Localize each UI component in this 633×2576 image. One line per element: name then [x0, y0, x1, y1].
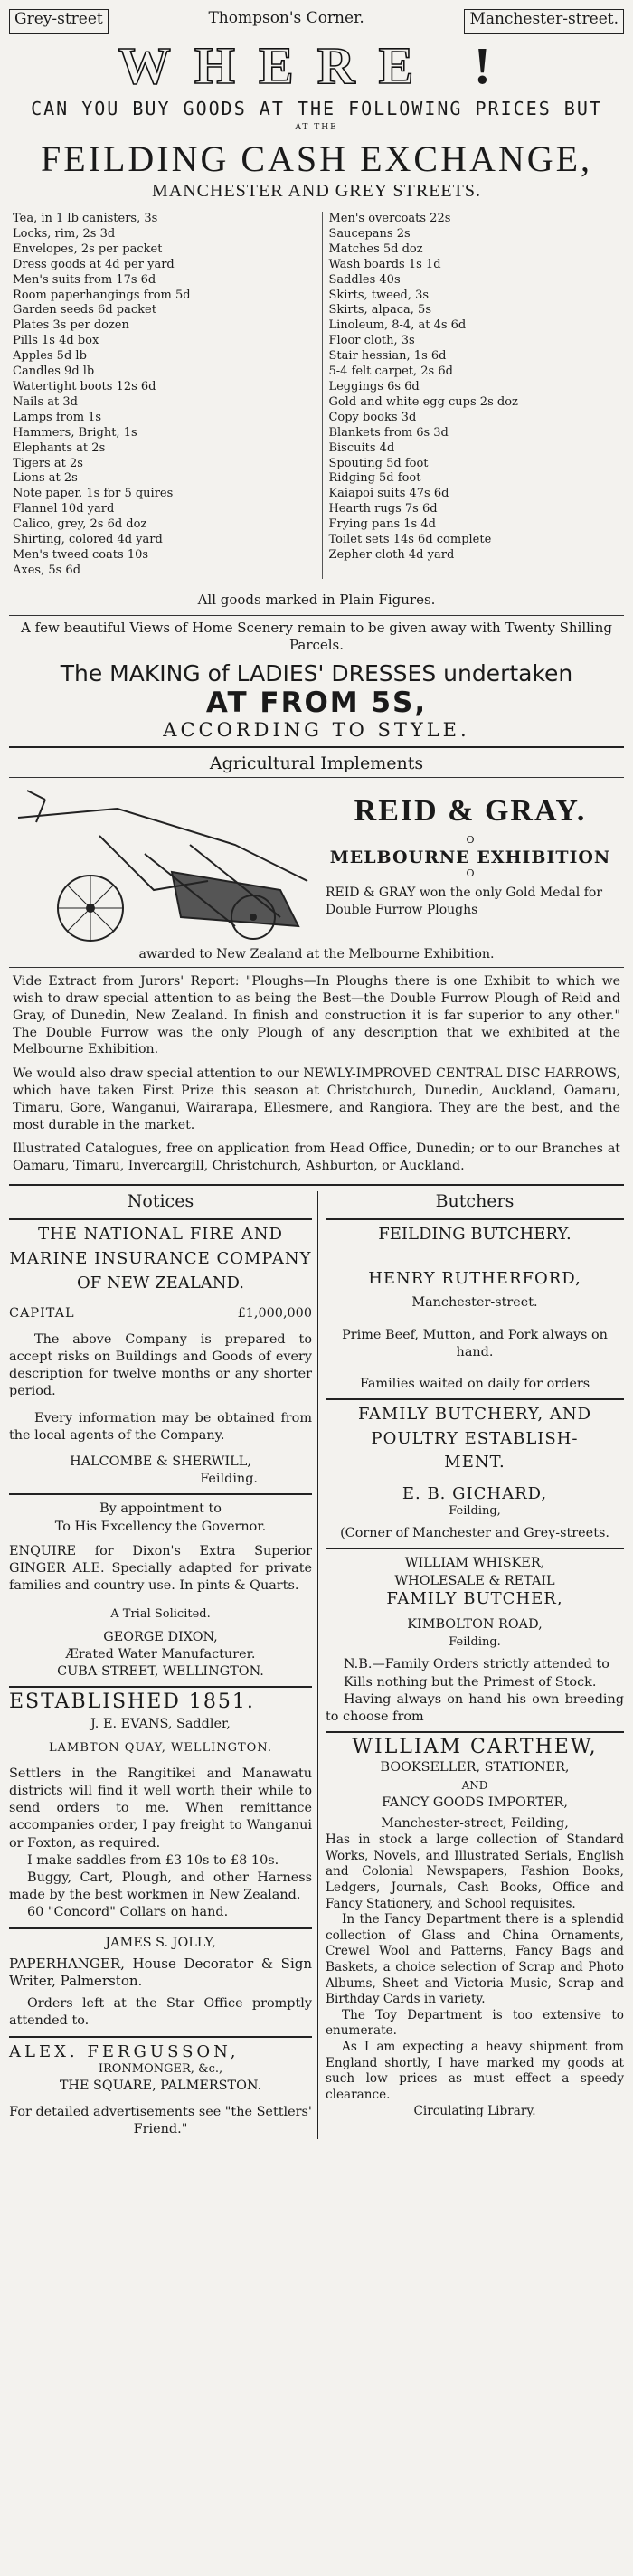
price-item: Copy books 3d — [328, 410, 417, 424]
family-butchery-title1: FAMILY BUTCHERY, AND — [357, 1405, 592, 1425]
ornament: O — [466, 867, 475, 880]
whisker-name: WILLIAM WHISKER, — [404, 1556, 545, 1571]
price-item: Gold and white egg cups 2s doz — [328, 394, 518, 409]
carthew-toys: The Toy Department is too extensive to enumerate. — [326, 2007, 624, 2039]
insurance-name-line2: MARINE INSURANCE COMPANY — [9, 1249, 312, 1269]
insurance-body: The above Company is prepared to accept risks on Buildings and Goods of every description for twelve months or any shorter period. — [9, 1331, 312, 1399]
price-item: Nails at 3d — [13, 394, 78, 409]
butchers-column — [318, 1191, 624, 2139]
evans-address: LAMBTON QUAY, WELLINGTON. — [49, 1740, 272, 1755]
evans-name: J. E. EVANS, Saddler, — [90, 1717, 231, 1732]
price-item: Candles 9d lb — [13, 365, 95, 379]
evans-saddles: I make saddles from £3 10s to £8 10s. — [27, 1852, 279, 1868]
price-item: Saucepans 2s — [328, 226, 411, 241]
whisker-ad — [326, 1555, 624, 1726]
carthew-name: WILLIAM CARTHEW, — [352, 1736, 598, 1759]
capital-row — [9, 1305, 312, 1322]
price-column-left — [13, 212, 305, 579]
divider — [9, 777, 624, 778]
divider — [9, 746, 624, 748]
price-item: Men's suits from 17s 6d — [13, 272, 156, 287]
notices-column — [9, 1191, 318, 2139]
jurors-extract: Vide Extract from Jurors' Report: "Ploughs—In Ploughs there is one Exhibit to which we wish to draw special attention to as being the Best—the Double Furrow Plough of Reid and Gray, of Dunedin, New Zealand. In finish and construction it is far superior to any other." The Double Furrow was the only Plough of any description that we exhibited at the Melbourne Exhibition. — [13, 974, 620, 1057]
price-item: Envelopes, 2s per packet — [13, 242, 163, 256]
insurance-agents: HALCOMBE & SHERWILL, — [70, 1454, 251, 1469]
price-item: Pills 1s 4d box — [13, 334, 99, 348]
fergusson-trade: IRONMONGER, &c., — [98, 2061, 223, 2076]
rutherford-name: HENRY RUTHERFORD, — [368, 1269, 581, 1289]
dixon-name: GEORGE DIXON, — [103, 1629, 218, 1644]
dixon-body: ENQUIRE for Dixon's Extra Superior GINGER ALE. Specially adapted for private families and country use. In pints & Quarts. — [9, 1543, 312, 1594]
store-address: MANCHESTER AND GREY STREETS. — [152, 181, 481, 201]
divider — [9, 1686, 312, 1688]
price-item: Men's tweed coats 10s — [13, 547, 149, 562]
carthew-trade3: FANCY GOODS IMPORTER, — [382, 1795, 568, 1810]
price-item: Watertight boots 12s 6d — [13, 379, 156, 393]
price-item: Blankets from 6s 3d — [328, 425, 449, 440]
disc-harrows-text: We would also draw special attention to our NEWLY-IMPROVED CENTRAL DISC HARROWS, which have taken First Prize this season at Christchurch, Dunedin, Auckland, Oamaru, Timaru, Gore, Wanganui, Wairarapa, Ellesmere, and Rangiora. They are the best, and the most durable in the market. — [13, 1066, 620, 1132]
price-column-right — [322, 212, 620, 579]
whisker-town: Feilding. — [449, 1635, 501, 1650]
where-headline — [9, 34, 624, 98]
divider — [9, 2036, 312, 2038]
price-item: Elephants at 2s — [13, 440, 106, 455]
at-the-label: AT THE — [295, 123, 338, 132]
according-to-style: ACCORDING TO STYLE. — [163, 719, 470, 742]
dixon-appointment: By appointment to — [99, 1501, 222, 1517]
dixon-trial: A Trial Solicited. — [110, 1607, 211, 1622]
awarded-text: awarded to New Zealand at the Melbourne Exhibition. — [138, 947, 495, 962]
price-item: Stair hessian, 1s 6d — [328, 349, 447, 364]
price-item: Tea, in 1 lb canisters, 3s — [13, 212, 158, 225]
reid-gray-heading-block — [316, 781, 624, 953]
whisker-trade: WHOLESALE & RETAIL — [394, 1573, 555, 1588]
carthew-ad — [326, 1738, 624, 2120]
butchers-heading: Butchers — [435, 1190, 515, 1211]
family-butchery-ad — [326, 1406, 624, 1542]
price-item: Calico, grey, 2s 6d doz — [13, 517, 147, 532]
evans-body: Settlers in the Rangitikei and Manawatu districts will find it well worth their while to send orders to me. When remittance accompanies order, I pay freight to Wanganui or Foxton, as required. — [9, 1766, 312, 1851]
evans-harness: Buggy, Cart, Plough, and other Harness made by the best workmen in New Zealand. — [9, 1870, 312, 1903]
fergusson-ad — [9, 2043, 312, 2139]
carthew-address: Manchester-street, Feilding, — [381, 1815, 569, 1831]
gichard-address: (Corner of Manchester and Grey-streets. — [340, 1526, 609, 1541]
price-item: Wash boards 1s 1d — [328, 257, 441, 271]
insurance-name-line1: THE NATIONAL FIRE AND — [38, 1224, 283, 1244]
exclamation: ! — [473, 36, 515, 95]
carthew-shipment: As I am expecting a heavy shipment from England shortly, I have marked my goods at such low prices as must effect a speedy clearance. — [326, 2039, 624, 2102]
divider — [9, 615, 624, 616]
rutherford-families: Families waited on daily for orders — [359, 1376, 590, 1391]
evans-ad — [9, 1690, 312, 1921]
rutherford-body: Prime Beef, Mutton, and Pork always on hand. — [342, 1327, 608, 1359]
insurance-info: Every information may be obtained from the local agents of the Company. — [9, 1410, 312, 1443]
family-butchery-title2: POULTRY ESTABLISH- — [371, 1429, 579, 1449]
catalogues-text: Illustrated Catalogues, free on application from Head Office, Dunedin; or to our Branches at Oamaru, Timaru, Invercargill, Christchurch, Ashburton, or Auckland. — [13, 1141, 620, 1174]
insurance-name-line3: OF NEW ZEALAND. — [77, 1274, 244, 1293]
reid-gray-ad — [9, 781, 624, 953]
price-item: Plates 3s per dozen — [13, 318, 129, 333]
dixon-governor: To His Excellency the Governor. — [54, 1519, 267, 1534]
divider — [326, 1731, 624, 1733]
gichard-town: Feilding, — [449, 1503, 501, 1518]
price-item: Dress goods at 4d per yard — [13, 257, 175, 271]
ornament: O — [466, 834, 475, 847]
divider — [9, 1218, 312, 1220]
divider — [326, 1548, 624, 1549]
price-item: Hearth rugs 7s 6d — [328, 502, 438, 516]
price-item: Flannel 10d yard — [13, 502, 115, 516]
price-item: Toilet sets 14s 6d complete — [328, 533, 492, 547]
agricultural-heading: Agricultural Implements — [209, 753, 424, 774]
insurance-town: Feilding. — [200, 1472, 258, 1487]
whisker-stock: Kills nothing but the Primest of Stock. — [344, 1674, 597, 1690]
family-butchery-title3: MENT. — [444, 1452, 505, 1472]
jolly-body: PAPERHANGER, House Decorator & Sign Writer, Palmerston. — [9, 1955, 312, 1990]
price-item: Ridging 5d foot — [328, 471, 421, 486]
dixon-address: CUBA-STREET, WELLINGTON. — [57, 1663, 264, 1679]
carthew-library: Circulating Library. — [413, 2104, 536, 2119]
price-item: Saddles 40s — [328, 272, 401, 287]
divider — [9, 1493, 312, 1495]
gichard-name: E. B. GICHARD, — [402, 1483, 548, 1503]
whisker-breeding: Having always on hand his own breeding to choose from — [326, 1691, 624, 1724]
fergusson-footer: For detailed advertisements see "the Settlers' Friend." — [9, 2105, 312, 2137]
price-item: Tigers at 2s — [13, 456, 83, 470]
divider — [9, 967, 624, 968]
subhead: CAN YOU BUY GOODS AT THE FOLLOWING PRICES BUT — [31, 98, 602, 119]
fergusson-address: THE SQUARE, PALMERSTON. — [59, 2079, 262, 2094]
carthew-stock: Has in stock a large collection of Standard Works, Novels, and Illustrated Serials, English and Colonial Newspapers, Fashion Books, Ledgers, Journals, Cash Books, Office and Fancy Stationery, and School requisites. — [326, 1833, 624, 1911]
where-word: WHERE — [118, 36, 438, 95]
store-name: FEILDING CASH EXCHANGE, — [40, 138, 593, 179]
price-list — [9, 212, 624, 579]
price-item: Men's overcoats 22s — [328, 212, 451, 225]
price-item: Skirts, tweed, 3s — [328, 288, 430, 302]
price-item: Skirts, alpaca, 5s — [328, 303, 431, 317]
price-item: Biscuits 4d — [328, 440, 395, 455]
price-item: Leggings 6s 6d — [328, 379, 420, 393]
melbourne-exhibition: MELBOURNE EXHIBITION — [329, 848, 611, 868]
divider — [9, 1184, 624, 1186]
price-item: Garden seeds 6d packet — [13, 303, 156, 317]
gold-medal-text: REID & GRAY won the only Gold Medal for Double Furrow Ploughs — [326, 886, 603, 918]
whisker-orders: N.B.—Family Orders strictly attended to — [344, 1657, 609, 1672]
price-item: Note paper, 1s for 5 quires — [13, 487, 174, 501]
price-item: Axes, 5s 6d — [13, 563, 81, 577]
divider — [326, 1398, 624, 1400]
plough-beam — [18, 809, 307, 881]
price-item: Frying pans 1s 4d — [328, 517, 436, 532]
plain-figures-note: All goods marked in Plain Figures. — [197, 591, 436, 608]
feilding-butchery-ad — [326, 1226, 624, 1393]
rutherford-street: Manchester-street. — [411, 1295, 538, 1311]
classified-columns — [9, 1191, 624, 2139]
views-notice: A few beautiful Views of Home Scenery remain to be given away with Twenty Shilling Parcels. — [21, 619, 612, 653]
grey-street-label: Grey-street — [9, 9, 109, 34]
price-item: Spouting 5d foot — [328, 456, 429, 470]
reid-gray-title: REID & GRAY. — [354, 794, 587, 829]
plough-illustration — [9, 781, 316, 953]
price-item: Room paperhangings from 5d — [13, 288, 191, 302]
jolly-name: JAMES S. JOLLY, — [105, 1935, 216, 1950]
price-item: Zepher cloth 4d yard — [328, 547, 455, 562]
price-item: Apples 5d lb — [13, 349, 87, 364]
at-from-price: AT FROM 5S, — [205, 687, 428, 720]
manchester-street-label: Manchester-street. — [464, 9, 624, 34]
capital-value: £1,000,000 — [237, 1305, 312, 1321]
whisker-road: KIMBOLTON ROAD, — [407, 1616, 543, 1632]
dixon-trade: Ærated Water Manufacturer. — [65, 1646, 256, 1662]
carthew-fancy: In the Fancy Department there is a splendid collection of Glass and China Ornaments, Crewel Wool and Patterns, Fancy Bags and Baskets, a choice selection of Scrap and Photo Albums, Sheet and Victoria Music, Scrap and Birthday Cards in variety. — [326, 1912, 624, 2007]
price-item: Kaiapoi suits 47s 6d — [328, 487, 449, 501]
feilding-butchery-title: FEILDING BUTCHERY. — [378, 1224, 572, 1244]
divider — [9, 1927, 312, 1929]
jolly-ad — [9, 1935, 312, 2031]
evans-collars: 60 "Concord" Collars on hand. — [27, 1905, 229, 1920]
carthew-and: AND — [461, 1778, 488, 1792]
price-item: Linoleum, 8-4, at 4s 6d — [328, 318, 467, 333]
store-header-bar — [9, 0, 624, 34]
thompsons-corner-label: Thompson's Corner. — [208, 9, 364, 27]
price-item: Matches 5d doz — [328, 242, 423, 256]
fergusson-name: ALEX. FERGUSSON, — [9, 2041, 240, 2061]
capital-label: CAPITAL — [9, 1305, 75, 1321]
jolly-orders: Orders left at the Star Office promptly attended to. — [9, 1996, 312, 2029]
price-item: Floor cloth, 3s — [328, 334, 415, 348]
insurance-ad — [9, 1226, 312, 1488]
price-item: Locks, rim, 2s 3d — [13, 226, 116, 241]
notices-heading: Notices — [127, 1190, 194, 1211]
price-item: 5-4 felt carpet, 2s 6d — [328, 365, 453, 379]
price-item: Lamps from 1s — [13, 410, 102, 424]
price-item: Shirting, colored 4d yard — [13, 533, 163, 547]
price-item: Lions at 2s — [13, 471, 78, 486]
dress-making-notice: The MAKING of LADIES' DRESSES undertaken — [60, 660, 573, 687]
carthew-trade: BOOKSELLER, STATIONER, — [380, 1760, 570, 1776]
price-item: Hammers, Bright, 1s — [13, 425, 137, 440]
whisker-trade2: FAMILY BUTCHER, — [386, 1588, 563, 1608]
dixon-ad — [9, 1501, 312, 1681]
evans-established: ESTABLISHED 1851. — [9, 1690, 255, 1714]
divider — [326, 1218, 624, 1220]
